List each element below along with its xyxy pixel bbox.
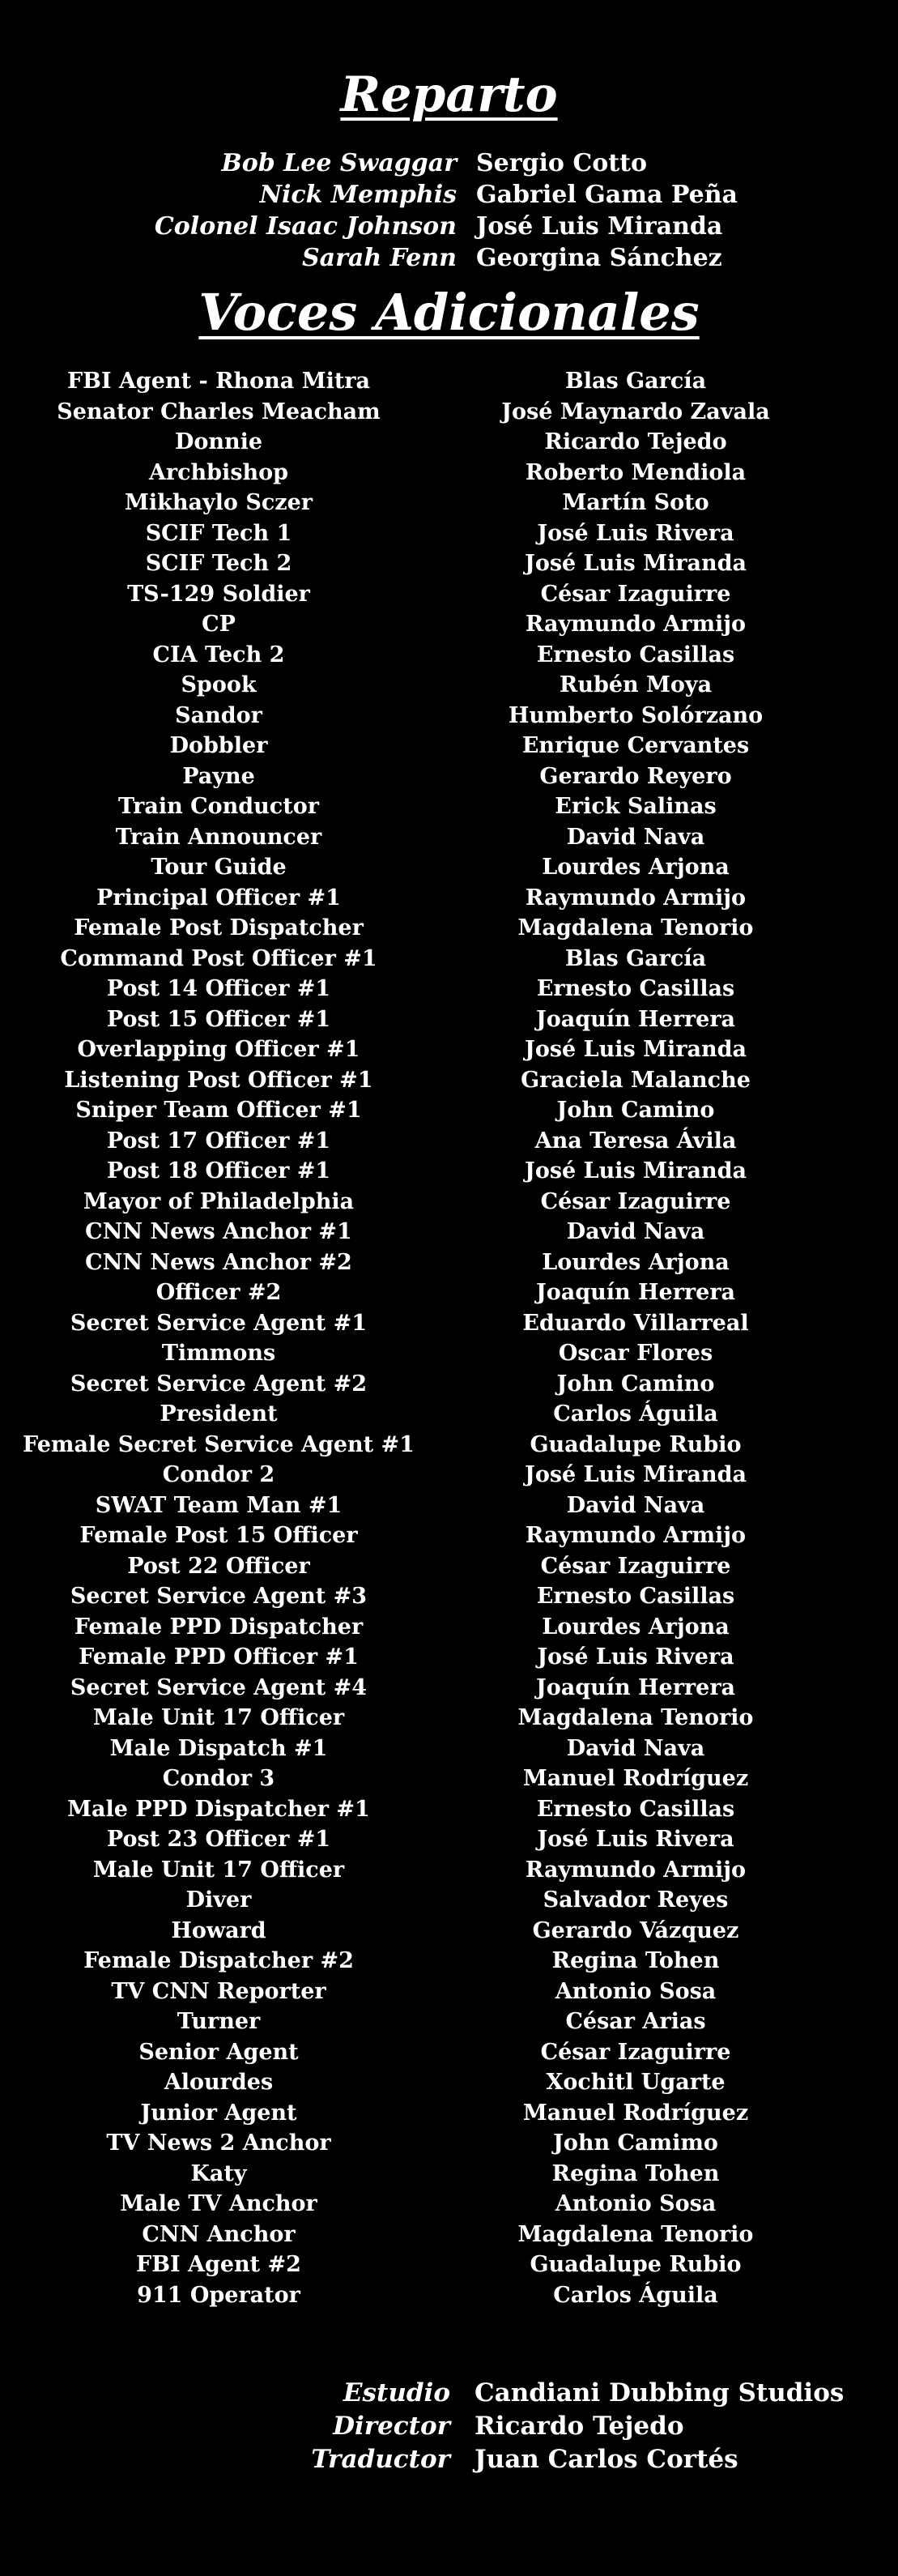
main-cast-row-role: Bob Lee Swaggar [221, 149, 457, 177]
voice-row-actor: Guadalupe Rubio [530, 2252, 742, 2277]
voice-row-actor: Joaquín Herrera [535, 1280, 736, 1305]
voice-row [0, 2037, 898, 2068]
voice-row-actor: Raymundo Armijo [525, 1523, 747, 1548]
cast-title: Reparto [340, 66, 558, 123]
main-cast-row-role: Colonel Isaac Johnson [154, 212, 457, 241]
voice-row [0, 791, 898, 822]
voice-row [0, 1946, 898, 1977]
voice-row [0, 701, 898, 731]
voice-row-actor: Carlos Águila [553, 1401, 718, 1427]
voice-row-actor: David Nava [566, 824, 705, 850]
voice-row-actor: Xochitl Ugarte [546, 2070, 726, 2095]
voice-row-role: TV CNN Reporter [111, 1978, 326, 2004]
voice-row [0, 2007, 898, 2037]
voice-row-actor: Ricardo Tejedo [544, 429, 727, 454]
voice-row [0, 1338, 898, 1369]
voice-row-actor: Guadalupe Rubio [530, 1431, 742, 1457]
main-cast-row-actor: José Luis Miranda [476, 212, 723, 241]
voice-row-actor: José Luis Miranda [525, 1037, 747, 1062]
voice-row [0, 822, 898, 853]
voice-row [0, 1551, 898, 1582]
voice-row [0, 1034, 898, 1065]
voice-row-role: Male Unit 17 Officer [92, 1857, 345, 1883]
voice-row [0, 1187, 898, 1218]
voice-row-actor: David Nava [566, 1735, 705, 1761]
voice-row [0, 883, 898, 914]
voice-row-actor: Lourdes Arjona [542, 1249, 730, 1275]
voice-row-role: Senior Agent [138, 2039, 299, 2065]
voice-row-actor: Antonio Sosa [555, 2191, 717, 2216]
voice-row-role: Katy [190, 2160, 247, 2186]
voice-row-actor: Salvador Reyes [543, 1887, 729, 1913]
main-cast-row-role: Nick Memphis [259, 181, 457, 209]
voice-row-role: FBI Agent #2 [136, 2252, 301, 2277]
voice-row [0, 761, 898, 792]
voice-row [0, 1247, 898, 1278]
voice-row-role: Male TV Anchor [120, 2191, 317, 2216]
voice-row-role: Timmons [161, 1341, 276, 1366]
voice-row [0, 974, 898, 1004]
voice-row-actor: Ernesto Casillas [536, 1796, 735, 1822]
voice-row-role: CP [202, 612, 236, 637]
voice-row [0, 1855, 898, 1886]
voice-row-role: TS-129 Soldier [127, 581, 310, 607]
voice-row [0, 2128, 898, 2159]
voice-row [0, 640, 898, 671]
voice-row-actor: Raymundo Armijo [525, 612, 747, 637]
voice-row-actor: César Izaguirre [540, 581, 731, 607]
credit-row-label: Director [333, 2412, 450, 2441]
voice-row-actor: Raymundo Armijo [525, 1857, 747, 1883]
voice-row-role: 911 Operator [137, 2282, 300, 2308]
voice-row-actor: José Luis Miranda [525, 1158, 747, 1184]
voice-row-actor: Raymundo Armijo [525, 885, 747, 911]
voice-row [0, 1734, 898, 1764]
voice-row-role: Condor 3 [162, 1766, 275, 1791]
voice-row-actor: Humberto Solórzano [508, 702, 764, 728]
voice-row-role: Female Post Dispatcher [74, 915, 364, 940]
voice-row-actor: Lourdes Arjona [542, 1614, 730, 1640]
voice-row-role: Post 15 Officer #1 [106, 1006, 331, 1032]
credit-row-value: Candiani Dubbing Studios [475, 2378, 845, 2408]
voice-row-actor: John Camino [556, 1098, 715, 1123]
voice-row-role: Train Announcer [115, 824, 322, 850]
voice-row [0, 852, 898, 883]
main-cast-row [0, 242, 898, 274]
additional-voices-title: Voces Adicionales [198, 283, 700, 342]
voice-row-role: Male PPD Dispatcher #1 [67, 1796, 370, 1822]
voice-row-actor: César Izaguirre [540, 1553, 731, 1579]
voice-row-role: Secret Service Agent #1 [70, 1310, 368, 1336]
voice-row-role: Sniper Team Officer #1 [75, 1098, 362, 1123]
voice-row [0, 1460, 898, 1491]
voice-row [0, 1794, 898, 1825]
voice-row-actor: David Nava [566, 1492, 705, 1518]
voice-row-role: CNN News Anchor #1 [85, 1219, 352, 1244]
voice-row-role: Post 18 Officer #1 [106, 1158, 331, 1184]
voice-row-role: Post 17 Officer #1 [106, 1128, 331, 1154]
voice-row-actor: Regina Tohen [551, 2160, 720, 2186]
voice-row [0, 1126, 898, 1157]
voice-row-role: Post 14 Officer #1 [106, 976, 331, 1001]
voice-row-actor: Ernesto Casillas [536, 1584, 735, 1609]
credit-row-value: Juan Carlos Cortés [475, 2445, 738, 2474]
voice-row-actor: César Arias [565, 2009, 706, 2034]
voice-row-role: Secret Service Agent #2 [70, 1371, 368, 1397]
voice-row-actor: José Luis Rivera [537, 1827, 734, 1852]
voice-row [0, 1156, 898, 1187]
voice-row [0, 458, 898, 488]
voice-row-role: CNN News Anchor #2 [85, 1249, 352, 1275]
voice-row [0, 1399, 898, 1430]
voice-row [0, 1491, 898, 1521]
voice-row [0, 609, 898, 640]
voice-row [0, 670, 898, 701]
voice-row [0, 1977, 898, 2007]
voice-row-actor: José Luis Miranda [525, 1462, 747, 1487]
voice-row [0, 1217, 898, 1247]
voice-row [0, 488, 898, 518]
voice-row [0, 397, 898, 428]
voice-row-role: Senator Charles Meacham [57, 399, 381, 424]
voice-row [0, 1885, 898, 1916]
voice-row [0, 1308, 898, 1339]
voice-row-role: TV News 2 Anchor [106, 2130, 331, 2156]
voice-row [0, 1581, 898, 1612]
voice-row-actor: Regina Tohen [551, 1948, 720, 1973]
voice-row-actor: César Izaguirre [540, 1188, 731, 1214]
voice-row-actor: Ana Teresa Ávila [534, 1128, 737, 1154]
voice-row-actor: Carlos Águila [553, 2282, 718, 2308]
voice-row-role: Howard [171, 1917, 266, 1943]
voice-row [0, 1065, 898, 1096]
voice-row-actor: Magdalena Tenorio [517, 915, 754, 940]
voice-row-actor: John Camino [556, 1371, 715, 1397]
voice-row [0, 913, 898, 944]
main-cast-row-actor: Sergio Cotto [476, 149, 647, 177]
main-cast-row-actor: Georgina Sánchez [476, 244, 722, 272]
voice-row [0, 579, 898, 610]
voice-row-role: Command Post Officer #1 [60, 945, 377, 971]
production-credits [0, 2377, 898, 2476]
voice-row-role: Overlapping Officer #1 [77, 1037, 360, 1062]
voice-row-role: Male Dispatch #1 [109, 1735, 328, 1761]
voice-row-actor: John Camimo [553, 2130, 718, 2156]
voice-row-actor: Antonio Sosa [555, 1978, 717, 2004]
voice-row-actor: Graciela Malanche [521, 1067, 751, 1093]
voice-row-role: Female PPD Officer #1 [79, 1644, 359, 1670]
voice-row-role: Dobbler [169, 733, 268, 758]
voice-row [0, 548, 898, 579]
main-cast-list [0, 147, 898, 274]
voice-row-role: CIA Tech 2 [152, 642, 285, 667]
voice-row-actor: Ernesto Casillas [536, 976, 735, 1001]
voice-row-actor: Rubén Moya [559, 672, 713, 697]
voice-row-role: Archbishop [148, 459, 289, 485]
voice-row-actor: Erick Salinas [555, 794, 717, 819]
voice-row [0, 1004, 898, 1035]
voice-row [0, 1642, 898, 1673]
credit-row-value: Ricardo Tejedo [475, 2412, 684, 2441]
voice-row [0, 2280, 898, 2311]
voice-row-actor: David Nava [566, 1219, 705, 1244]
voice-row-actor: Gerardo Vázquez [532, 1917, 739, 1943]
voice-row-role: Diver [185, 1887, 252, 1913]
voice-row [0, 1703, 898, 1734]
voice-row-role: Train Conductor [118, 794, 319, 819]
voice-row-role: President [160, 1401, 278, 1427]
credit-row [0, 2443, 898, 2476]
voice-row-role: FBI Agent - Rhona Mitra [66, 369, 371, 394]
voice-row [0, 1764, 898, 1794]
voice-row [0, 2250, 898, 2280]
voice-row-actor: Eduardo Villarreal [522, 1310, 749, 1336]
voice-row-actor: Enrique Cervantes [521, 733, 750, 758]
voice-row [0, 2159, 898, 2190]
voice-row-role: SCIF Tech 2 [145, 551, 292, 576]
voice-row-role: Sandor [175, 702, 262, 728]
voice-row-actor: Oscar Flores [558, 1341, 713, 1366]
voice-row-actor: Manuel Rodríguez [522, 1766, 749, 1791]
voice-row-actor: César Izaguirre [540, 2039, 731, 2065]
voice-row-actor: José Luis Miranda [525, 551, 747, 576]
voice-row-actor: Manuel Rodríguez [522, 2100, 749, 2126]
voice-row-role: Post 22 Officer [127, 1553, 310, 1579]
voice-row-actor: Lourdes Arjona [542, 855, 730, 880]
voice-row-role: Female Post 15 Officer [79, 1523, 358, 1548]
voice-row [0, 1916, 898, 1947]
voice-row-role: Male Unit 17 Officer [92, 1705, 345, 1730]
voice-row [0, 1612, 898, 1643]
main-cast-row-role: Sarah Fenn [302, 244, 457, 272]
voice-row-actor: Gerardo Reyero [539, 763, 732, 789]
voice-row-actor: Ernesto Casillas [536, 642, 735, 667]
voice-row-actor: Blas García [564, 945, 707, 971]
voice-row-role: SCIF Tech 1 [145, 520, 292, 546]
credit-row [0, 2410, 898, 2443]
voice-row-role: Post 23 Officer #1 [106, 1827, 331, 1852]
main-cast-row [0, 147, 898, 179]
voice-row [0, 1824, 898, 1855]
voice-row-actor: José Maynardo Zavala [501, 399, 770, 424]
voice-row [0, 2220, 898, 2250]
voice-row-actor: Magdalena Tenorio [517, 1705, 754, 1730]
main-cast-row [0, 211, 898, 242]
voice-row [0, 731, 898, 761]
credit-row [0, 2377, 898, 2410]
voice-row [0, 2189, 898, 2220]
main-cast-row [0, 179, 898, 211]
voice-row [0, 2098, 898, 2129]
voice-row [0, 1277, 898, 1308]
voice-row-role: Mayor of Philadelphia [83, 1188, 355, 1214]
voice-row-actor: Magdalena Tenorio [517, 2221, 754, 2247]
voice-row [0, 2067, 898, 2098]
voice-row-role: Female PPD Dispatcher [74, 1614, 364, 1640]
voice-row-actor: Joaquín Herrera [535, 1006, 736, 1032]
voice-row-role: Principal Officer #1 [96, 885, 341, 911]
voice-row [0, 366, 898, 397]
voice-row [0, 944, 898, 975]
additional-voices-list [0, 366, 898, 2310]
voice-row-role: Mikhaylo Sczer [124, 490, 313, 515]
voice-row-role: Turner [177, 2009, 261, 2034]
voice-row [0, 1095, 898, 1126]
voice-row-role: Spook [181, 672, 257, 697]
voice-row [0, 1430, 898, 1461]
voice-row-role: Officer #2 [155, 1280, 282, 1305]
credit-row-label: Estudio [343, 2378, 450, 2408]
voice-row-role: CNN Anchor [142, 2221, 296, 2247]
voice-row-role: Tour Guide [151, 855, 287, 880]
voice-row-role: Payne [182, 763, 255, 789]
voice-row-role: Condor 2 [162, 1462, 275, 1487]
voice-row [0, 518, 898, 549]
voice-row-actor: Martín Soto [562, 490, 709, 515]
voice-row-role: Listening Post Officer #1 [64, 1067, 373, 1093]
voice-row-role: SWAT Team Man #1 [95, 1492, 343, 1518]
voice-row-role: Female Secret Service Agent #1 [23, 1431, 415, 1457]
main-cast-row-actor: Gabriel Gama Peña [476, 181, 738, 209]
voice-row-actor: José Luis Rivera [537, 520, 734, 546]
voice-row-role: Alourdes [164, 2070, 274, 2095]
voice-row-role: Female Dispatcher #2 [83, 1948, 354, 1973]
voice-row-actor: Blas García [564, 369, 707, 394]
voice-row-role: Donnie [174, 429, 263, 454]
voice-row [0, 1369, 898, 1400]
voice-row-role: Secret Service Agent #3 [70, 1584, 368, 1609]
voice-row-role: Junior Agent [140, 2100, 297, 2126]
voice-row [0, 427, 898, 458]
voice-row-role: Secret Service Agent #4 [70, 1674, 368, 1700]
voice-row-actor: Roberto Mendiola [525, 459, 747, 485]
voice-row [0, 1520, 898, 1551]
voice-row-actor: José Luis Rivera [537, 1644, 734, 1670]
voice-row [0, 1673, 898, 1704]
credit-row-label: Traductor [311, 2445, 450, 2474]
voice-row-actor: Joaquín Herrera [535, 1674, 736, 1700]
